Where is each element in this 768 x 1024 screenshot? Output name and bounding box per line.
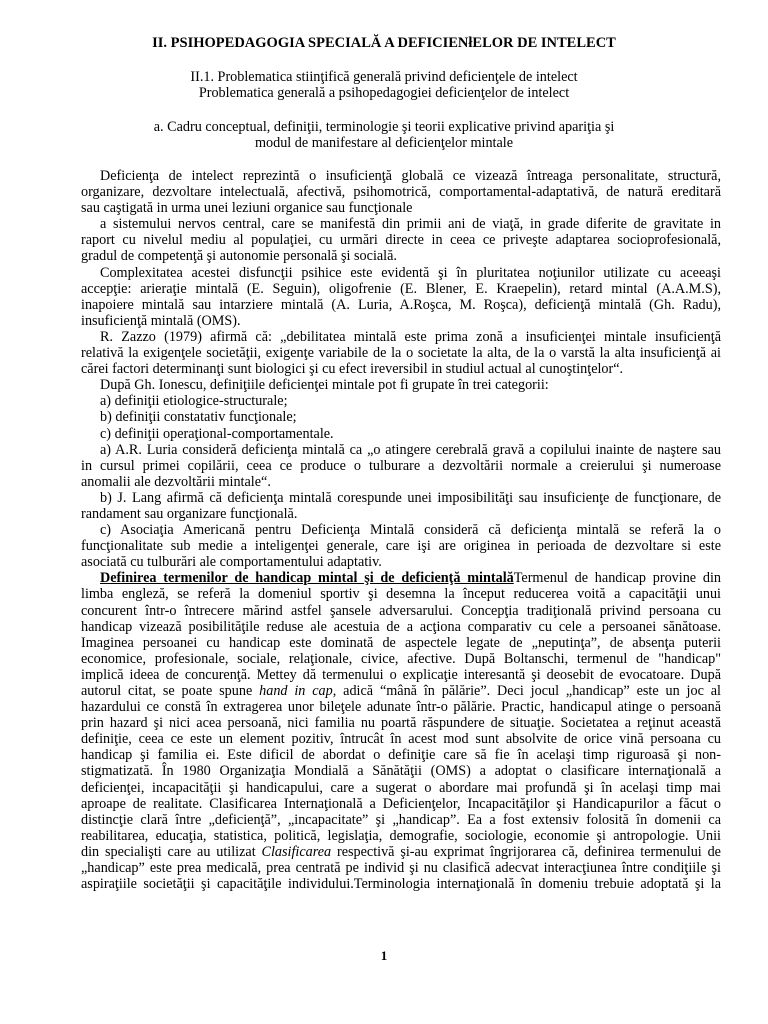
- body-line: Termenul de handicap provine din: [513, 570, 721, 587]
- body-line: hazardului ce constă în extragerea unor bileţele adunate într-o pălărie. Practic, handicapul atinge o persoană: [81, 699, 721, 716]
- body-line: handicap şi familia ei. Este dificil de abordat o definiţie care să fie în acelaşi timp riguroasă şi non-: [81, 747, 721, 764]
- definition-paragraph-start: [81, 570, 721, 586]
- section-heading-line-1: a. Cadru conceptual, definiţii, terminologie şi teorii explicative privind apariţia şi: [153, 119, 615, 135]
- body-line: raport cu nivelul mediu al populaţiei, cu urmări directe in ceea ce priveşte adaptarea socioprofesională,: [81, 232, 721, 249]
- body-line: R. Zazzo (1979) afirmă că: „debilitatea mintală este prima zonă a insuficienţei mintale insuficienţă: [100, 328, 721, 345]
- body-line: in cursul primei copilării, ceea ce produce o tulburare a dezvoltării normale a creierului şi numeroase: [81, 457, 721, 474]
- body-line: economice, profesionale, sociale, relaţionale, civice, afective. După Boltanschi, termenul de "handicap": [81, 650, 721, 667]
- body-line: gradul de competenţă şi autonomie personală şi socială.: [81, 248, 397, 265]
- body-line: relativă la exigenţele societăţii, exigenţe variabile de la o societate la alta, de la o varstă la alta insuficienţă ai: [81, 345, 721, 362]
- subtitle-line-1: II.1. Problematica stiinţifică generală privind deficienţele de intelect: [190, 69, 578, 85]
- body-line: După Gh. Ionescu, definiţiile deficienţei mintale pot fi grupate în trei categorii:: [100, 377, 549, 394]
- body-line: a) A.R. Luria consideră deficienţa mintală ca „o atingere cerebrală gravă a copilului inainte de naştere sau: [100, 441, 721, 458]
- body-line: b) definiţii constatativ funcţionale;: [100, 409, 297, 426]
- body-line: accepţie: arieraţie mintală (E. Seguin), oligofrenie (E. Blener, E. Kraepelin), retard mintal (A.A.M.S),: [81, 280, 721, 297]
- body-line: concurent într-o întrecere mărind astfel şansele adversarului. Concepţia tradiţională privind persoana cu: [81, 602, 721, 619]
- body-line: organizare, dezvoltare intelectuală, afectivă, psihomotrică, comportamental-adaptativă, de natură ereditară: [81, 184, 721, 201]
- body-line: cărei factori determinanţi sunt biologici şi cu efect ireversibil in studiul actual al cunoştinţelor“.: [81, 361, 624, 378]
- body-line: reabilitarea, educaţia, statistica, politică, legislaţia, demografie, sociologie, economie şi antropologie. Unii: [81, 827, 721, 844]
- document-body: [81, 168, 721, 892]
- body-line: anomalii ale dezvoltării mintale“.: [81, 473, 271, 490]
- page-number: 1: [380, 948, 388, 963]
- body-line: deficienţei, incapacităţii şi handicapului, care a sugerat o abordare mai profundă şi în acelaşi timp mai: [81, 779, 721, 796]
- body-line: a sistemului nervos central, care se manifestă din primii ani de viaţă, in grade diferite de gravitate in: [100, 216, 721, 233]
- body-text: respectivă şi-au exprimat îngrijorarea că, definirea termenului de: [331, 843, 721, 860]
- body-line: c) definiţii operaţional-comportamentale.: [100, 425, 334, 442]
- italic-term: hand in cap: [259, 683, 333, 699]
- body-line: „handicap” este prea medicală, prea centrată pe individ şi nu clasifică adecvat interacţiunea între condiţiile şi: [81, 860, 721, 877]
- body-line: aproape de realitate. Clasificarea Internaţională a Deficienţelor, Incapacităţilor şi Handicapurilor a făcut o: [81, 795, 721, 812]
- body-line: handicap vizează posibilităţile reduse ale acestuia de a acţiona comparativ cu cele a persoanei sănătoase.: [81, 618, 721, 635]
- body-line-mixed: [81, 844, 721, 860]
- body-line: sau caştigată in urma unei leziuni organice sau funcţionale: [81, 200, 413, 217]
- body-line: stigmatizată. În 1980 Organizaţia Mondială a Sănătăţii (OMS) a adoptat o clasificare internaţională a: [81, 763, 721, 780]
- body-line: prin hazard şi nici acea persoană, nici familia nu poartă răspundere de situaţie. Societatea a reţinut această: [81, 715, 721, 732]
- body-line: limba engleză, se referă la domeniul sportiv şi desemna la început reducerea voită a capacităţii unui: [81, 586, 721, 603]
- body-line-mixed: [81, 683, 721, 699]
- italic-term: Clasificarea: [261, 843, 332, 860]
- definition-heading: Definirea termenilor de handicap mintal şi de deficienţă mintală: [100, 570, 514, 587]
- body-line: asociată cu tulburări ale comportamentului adaptativ.: [81, 554, 382, 571]
- body-line: a) definiţii etiologice-structurale;: [100, 393, 288, 410]
- body-line: b) J. Lang afirmă că deficienţa mintală corespunde unei imposibilităţi sau insuficienţe de funcţionare, de: [100, 489, 721, 506]
- body-line: distincţie clară între „deficienţă”, „incapacitate” şi „handicap”. Ea a fost extensiv folosită în domenii ca: [81, 811, 721, 828]
- body-line: c) Asociaţia Americană pentru Deficienţa Mintală consideră că deficienţa mintală se referă la o: [100, 522, 721, 539]
- body-line: aspiraţiile societăţii şi capacităţile individului.Terminologia internaţională în domeniu trebuie adoptată şi la: [81, 876, 721, 893]
- section-heading-line-2: modul de manifestare al deficienţelor mintale: [254, 135, 514, 151]
- chapter-title: II. PSIHOPEDAGOGIA SPECIALĂ A DEFICIENłELOR DE INTELECT: [152, 35, 616, 51]
- body-line: funcţionalitate sub medie a inteligenţei generale, care işi are originea in perioada de dezvoltare si este: [81, 538, 721, 555]
- body-line: randament sau organizare funcţională.: [81, 505, 298, 522]
- body-line: Complexitatea acestei disfuncţii psihice este evidentă şi în pluritatea noţiunilor utilizate cu aceeaşi: [100, 264, 721, 281]
- body-line: insuficienţă mintală (OMS).: [81, 312, 241, 329]
- body-line: Deficienţa de intelect reprezintă o insuficienţă globală ce vizează întreaga personalitate, structură,: [100, 168, 721, 184]
- subtitle-line-2: Problematica generală a psihopedagogiei deficienţelor de intelect: [198, 85, 570, 101]
- body-text: autorul citat, se poate spune: [81, 683, 260, 699]
- body-text: din specialişti care au utilizat: [81, 843, 262, 860]
- body-line: inapoiere mintală sau intarziere mintală (A. Luria, A.Roşca, M. Roşca), deficienţă mintală (Gh. Radu),: [81, 296, 721, 313]
- body-line: Imaginea persoanei cu handicap este dominată de aspectele legate de „neputinţa”, de absenţa puterii: [81, 634, 721, 651]
- body-text: , adică “mână în pălărie”. Deci jocul „handicap” este un joc al: [332, 683, 721, 699]
- body-line: definiţie, ceea ce este un element pozitiv, întrucât în acest mod sunt absolvite de orice vină persoana cu: [81, 731, 721, 748]
- body-line: implică ideea de concurenţă. Mettey dă termenului o explicaţie interesantă şi deosebit de evocatoare. După: [81, 666, 721, 683]
